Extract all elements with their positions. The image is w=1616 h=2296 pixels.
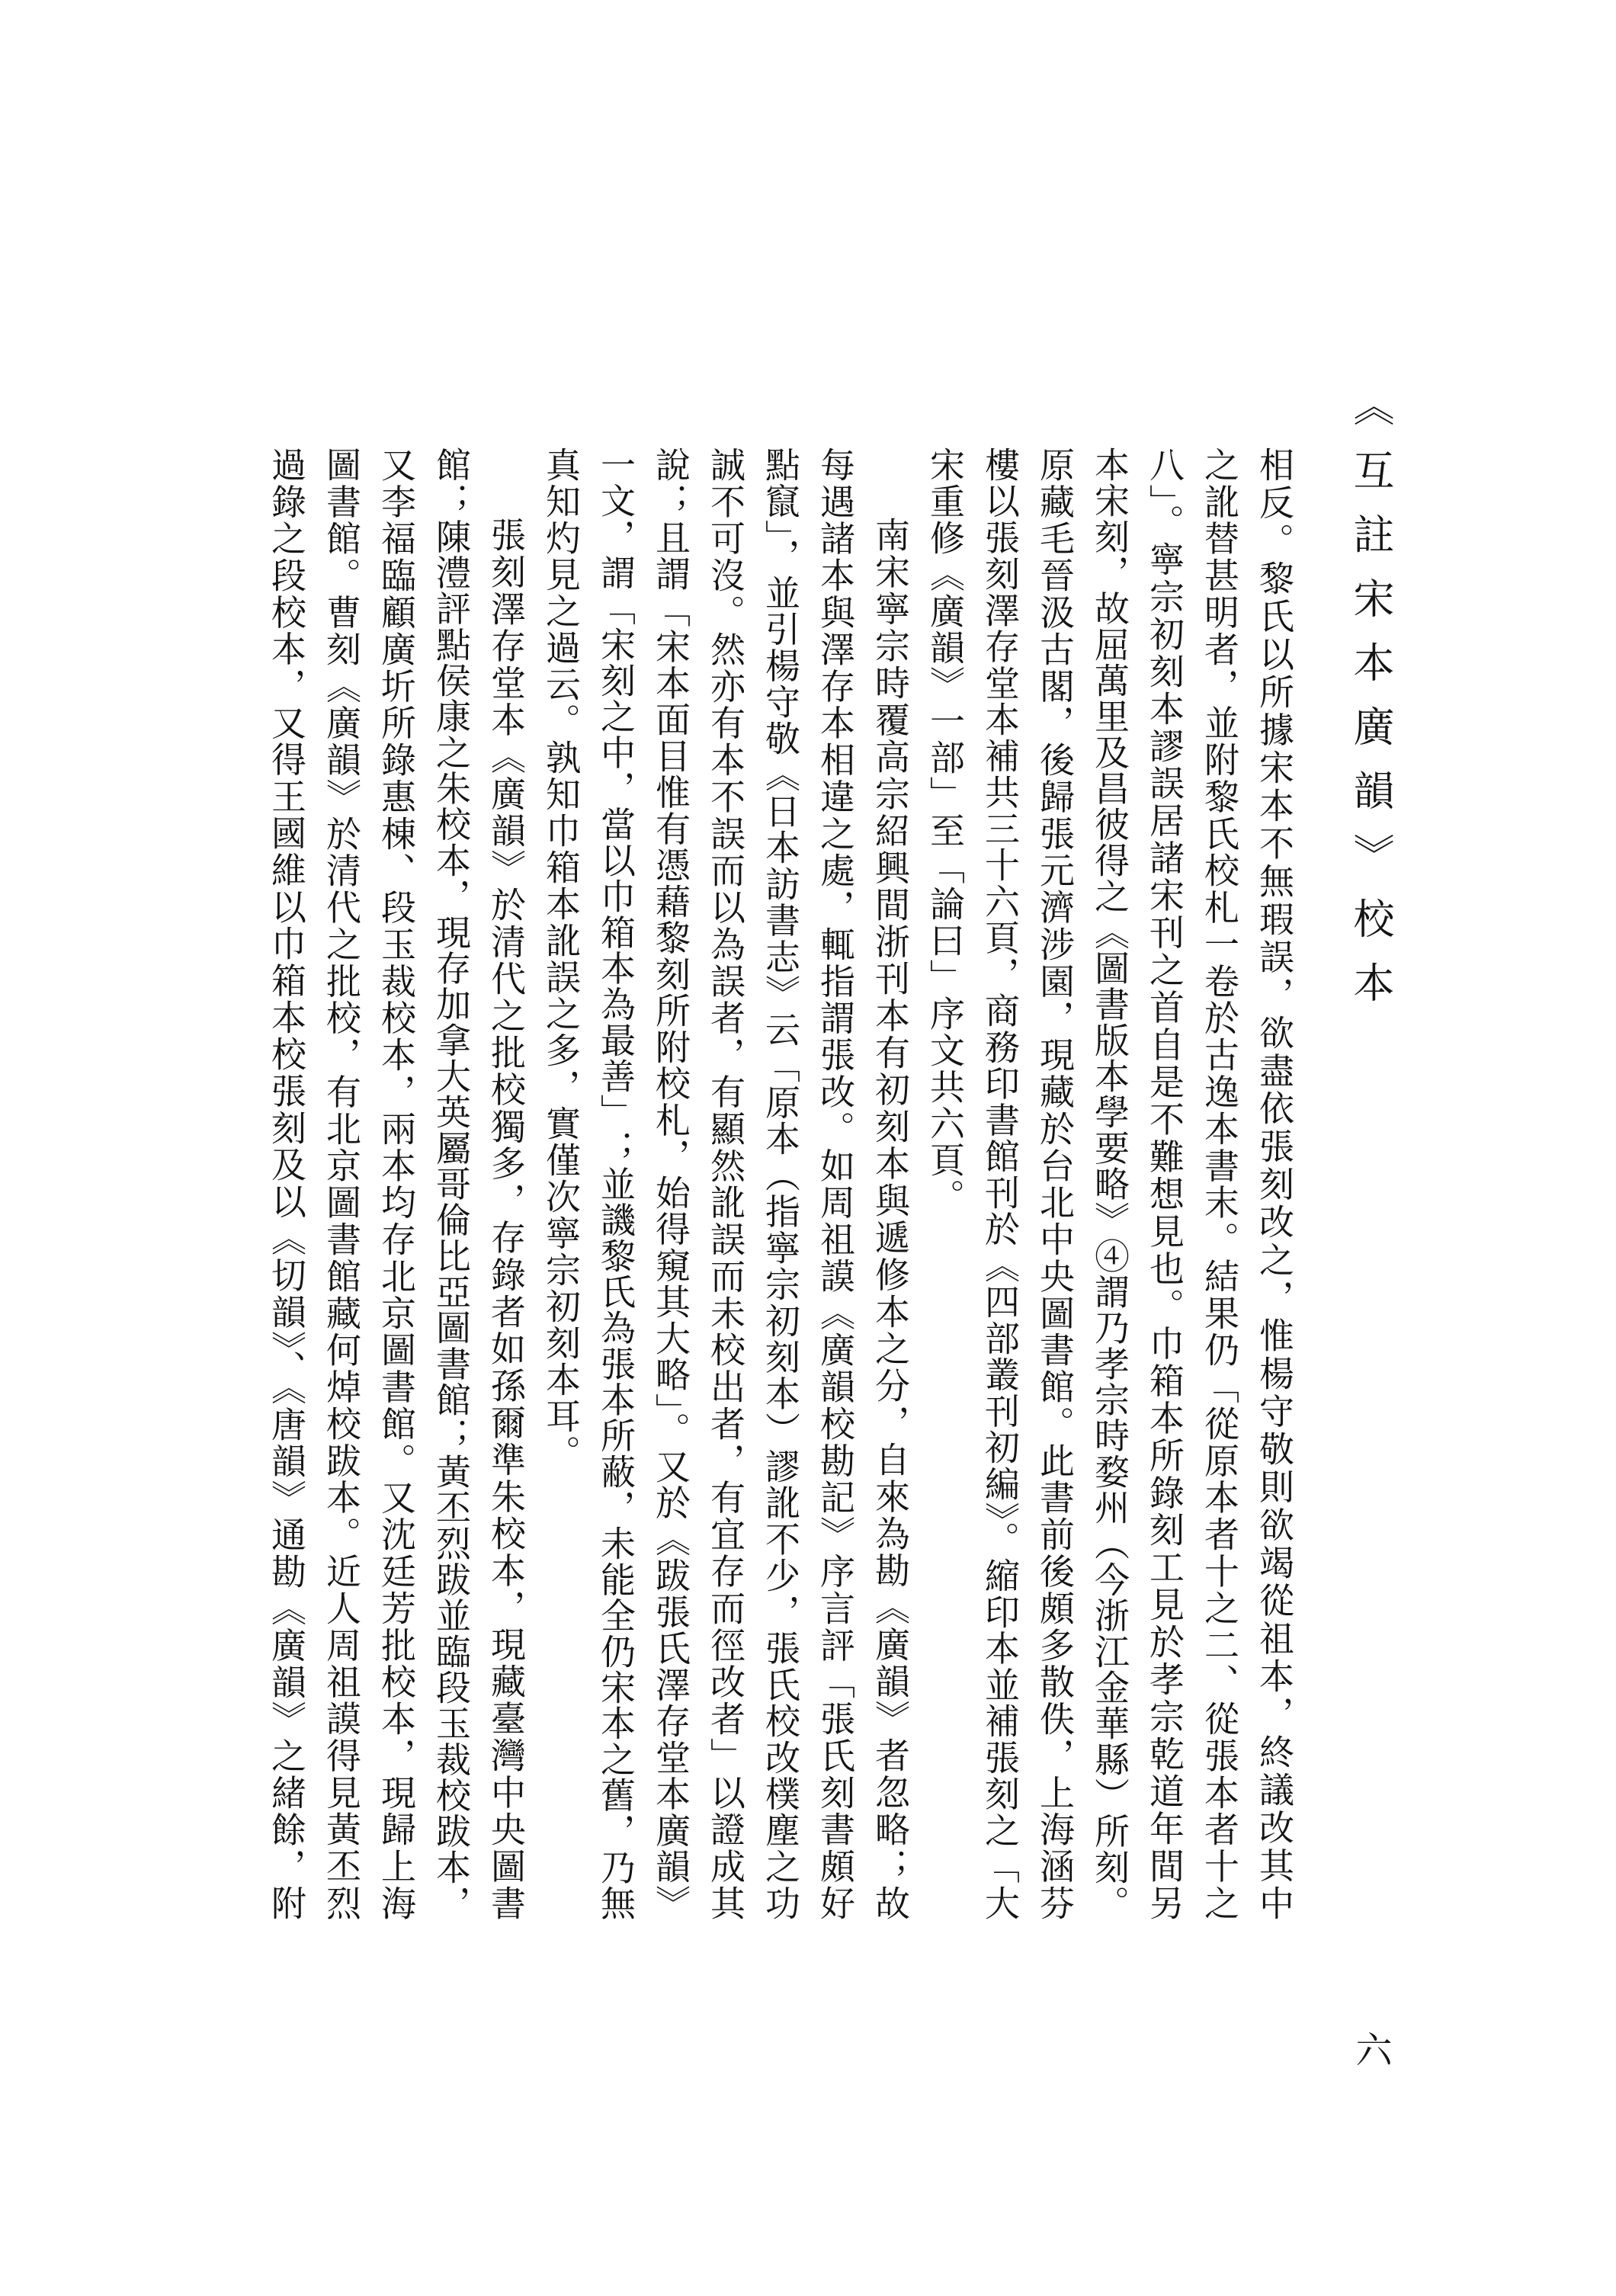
text-line: 說；且謂「宋本面目惟有憑藉黎刻所附校札，始得窺其大略」。又於《跋張氏澤存堂本廣韻》 <box>650 447 691 1920</box>
text-line: 樓以張刻澤存堂本補共三十六頁，商務印書館刊於《四部叢刊初編》。縮印本並補張刻之「大 <box>980 447 1021 1920</box>
text-line: 八」。寧宗初刻本謬誤居諸宋刊之首自是不難想見也。巾箱本所錄刻工見於孝宗乾道年間另 <box>1144 447 1185 1920</box>
paragraph <box>259 447 534 1920</box>
text-line: 過錄之段校本，又得王國維以巾箱本校張刻及以《切韻》、《唐韻》通勘《廣韻》之緒餘，附 <box>266 447 307 1920</box>
text-line: 誠不可沒。然亦有本不誤而以為誤者，有顯然訛誤而未校出者，有宜存而徑改者」以證成其 <box>705 447 746 1920</box>
running-title: 《互註宋本廣韻》校本 <box>1347 385 1395 1025</box>
text-line: 南宋寧宗時覆高宗紹興間浙刊本有初刻本與遞修本之分，自來為勘《廣韻》者忽略；故 <box>870 517 911 1920</box>
text-line: 相反。黎氏以所據宋本不無瑕誤，欲盡依張刻改之，惟楊守敬則欲竭從祖本，終議改其中 <box>1254 447 1295 1920</box>
text-line: 之訛替甚明者，並附黎氏校札一卷於古逸本書末。結果仍「從原本者十之二、從張本者十之 <box>1199 447 1240 1920</box>
text-line: 每遇諸本與澤存本相違之處，輒指謂張改。如周祖謨《廣韻校勘記》序言評「張氏刻書頗好 <box>815 447 856 1920</box>
paragraph <box>918 447 1302 1920</box>
text-line: 又李福臨顧廣圻所錄惠棟、段玉裁校本，兩本均存北京圖書館。又沈廷芳批校本，現歸上海 <box>376 447 417 1920</box>
text-line: 原藏毛晉汲古閣，後歸張元濟涉園，現藏於台北中央圖書館。此書前後頗多散佚，上海涵芬 <box>1034 447 1076 1920</box>
body-text <box>259 447 1302 1920</box>
text-line: 館；陳澧評點侯康之朱校本，現存加拿大英屬哥倫比亞圖書館；黃丕烈跋並臨段玉裁校跋本， <box>431 447 472 1920</box>
text-line: 真知灼見之過云。孰知巾箱本訛誤之多，實僅次寧宗初刻本耳。 <box>540 447 582 1471</box>
page-number: 六 <box>1349 2031 1392 2067</box>
text-line: 圖書館。曹刻《廣韻》於清代之批校，有北京圖書館藏何焯校跋本。近人周祖謨得見黃丕烈 <box>321 447 362 1920</box>
text-line: 宋重修《廣韻》一部」至「論曰」序文共六頁。 <box>925 447 966 1215</box>
text-line: 張刻澤存堂本《廣韻》於清代之批校獨多，存錄者如孫爾準朱校本，現藏臺灣中央圖書 <box>486 517 527 1920</box>
paragraph <box>534 447 918 1920</box>
text-line: 一文，謂「宋刻之中，當以巾箱本為最善」；並譏黎氏為張本所蔽，未能全仍宋本之舊，乃無 <box>595 447 636 1920</box>
text-line: 點竄」，並引楊守敬《日本訪書志》云「原本（指寧宗初刻本）謬訛不少，張氏校改樸塵之功 <box>760 447 801 1920</box>
text-line: 本宋刻，故屈萬里及昌彼得之《圖書版本學要略》④謂乃孝宗時婺州（今浙江金華縣）所刻。 <box>1089 447 1130 1920</box>
